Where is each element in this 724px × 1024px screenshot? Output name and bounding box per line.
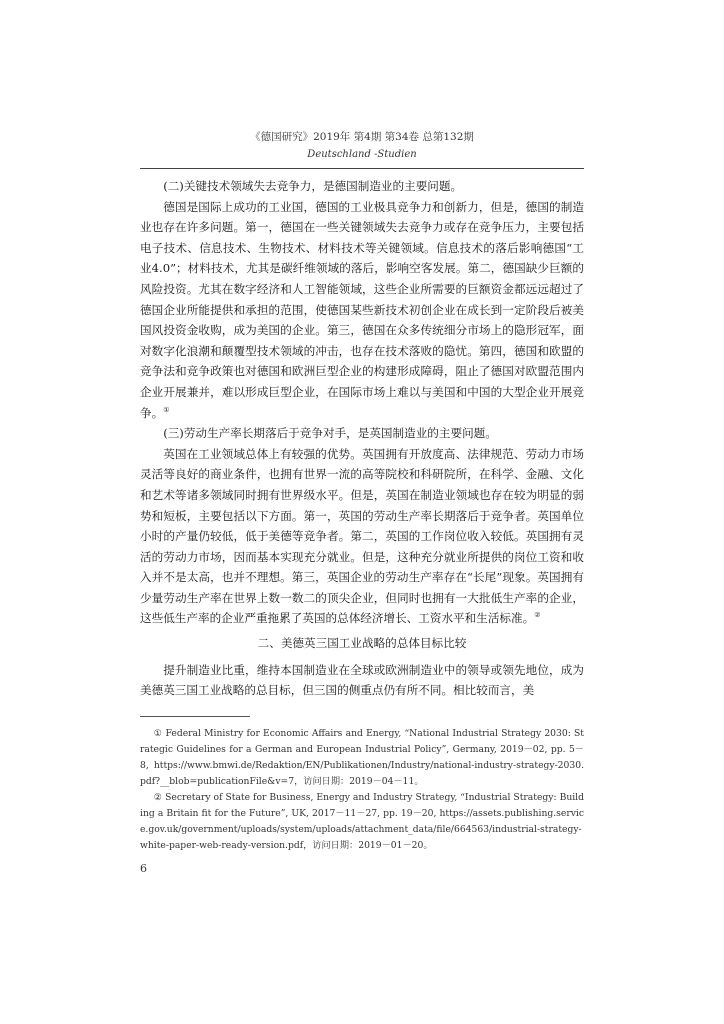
- subheading-2: (二)关键技术领域失去竞争力，是德国制造业的主要问题。: [163, 179, 463, 193]
- running-header: [140, 130, 584, 162]
- journal-info: 《德国研究》2019年 第4期 第34卷 总第132期: [250, 131, 474, 143]
- page-number: 6: [140, 862, 147, 875]
- footnote-ref-1[interactable]: ①: [163, 405, 170, 414]
- paragraph-germany: 德国是国际上成功的工业国，德国的工业极具竞争力和创新力，但是，德国的制造业也存在许多问题。第一，德国在一些关键领域失去竞争力或存在竞争压力，主要包括电子技术、信息技术、生物技术、材料技术等关键领域。信息技术的落后影响德国“工业4.0”；材料技术，尤其是碳纤维领域的落后，影响空客发展。第二，德国缺少巨额的风险投资。尤其在数字经济和人工智能领域，这些企业所需要的巨额资金都远远超过了德国企业所能提供和承担的范围，使德国某些新技术初创企业在成长到一定阶段后被美国风投资金收购，成为美国的企业。第三，德国在众多传统细分市场上的隐形冠军，面对数字化浪潮和颠覆型技术领域的冲击，也存在技术落败的隐忧。第四，德国和欧盟的竞争法和竞争政策也对德国和欧洲巨型企业的构建形成障碍，阻止了德国对欧盟范围内企业开展兼并，难以形成巨型企业，在国际市场上难以与美国和中国的大型企业开展竞争。①: [140, 199, 584, 420]
- footnotes: [140, 726, 584, 854]
- footnote-ref-2[interactable]: ②: [534, 611, 541, 620]
- footnote-2: ② Secretary of State for Business, Energy and Industry Strategy, “Industrial Strategy: Building a Britain fit for the Future”, UK, 2017－11－27, pp. 19－20, https://assets.publishing.service.gov.uk/government/uploads/system/uploads/attachment_data/file/664563/industrial-strategy-white-paper-web-ready-version.pdf，访问日期：2019－01－20。: [140, 792, 584, 851]
- subheading-3: (三)劳动生产率长期落后于竞争对手，是英国制造业的主要问题。: [163, 426, 497, 441]
- header-divider: [140, 168, 584, 169]
- paragraph-goals: 提升制造业比重，维持本国制造业在全球或欧洲制造业中的领导或领先地位，成为美德英三国工业战略的总目标，但三国的侧重点仍有所不同。相比较而言，美: [140, 662, 584, 698]
- main-text: [140, 176, 584, 701]
- footnote-divider: [140, 716, 250, 717]
- paragraph-uk: 英国在工业领域总体上有较强的优势。英国拥有开放度高、法律规范、劳动力市场灵活等良好的商业条件，也拥有世界一流的高等院校和科研院所，在科学、金融、文化和艺术等诸多领域同时拥有世界级水平。但是，英国在制造业领域也存在较为明显的弱势和短板，主要包括以下方面。第一，英国的劳动生产率长期落后于竞争者。英国单位小时的产量仍较低，低于美德等竞争者。第二，英国的工作岗位收入较低。英国拥有灵活的劳动力市场，因而基本实现充分就业。但是，这种充分就业所提供的岗位工资和收入并不是太高，也并不理想。第三，英国企业的劳动生产率存在“长尾”现象。英国拥有少量劳动生产率在世界上数一数二的顶尖企业，但同时也拥有一大批低生产率的企业，这些低生产率的企业严重拖累了英国的总体经济增长、工资水平和生活标准。②: [140, 446, 584, 626]
- section-title: 二、美德英三国工业战略的总体目标比较: [257, 636, 467, 651]
- footnote-1: ① Federal Ministry for Economic Affairs and Energy, “National Industrial Strategy 2030: Strategic Guidelines for a German and European Industrial Policy”, Germany, 2019－02, pp. 5－8, https://www.bmwi.de/Redaktion/EN/Publikationen/Industry/national-industry-strategy-2030.pdf?__blob=publicationFile&v=7，访问日期：2019－04－11。: [140, 728, 584, 787]
- journal-subtitle: Deutschland -Studien: [307, 149, 417, 160]
